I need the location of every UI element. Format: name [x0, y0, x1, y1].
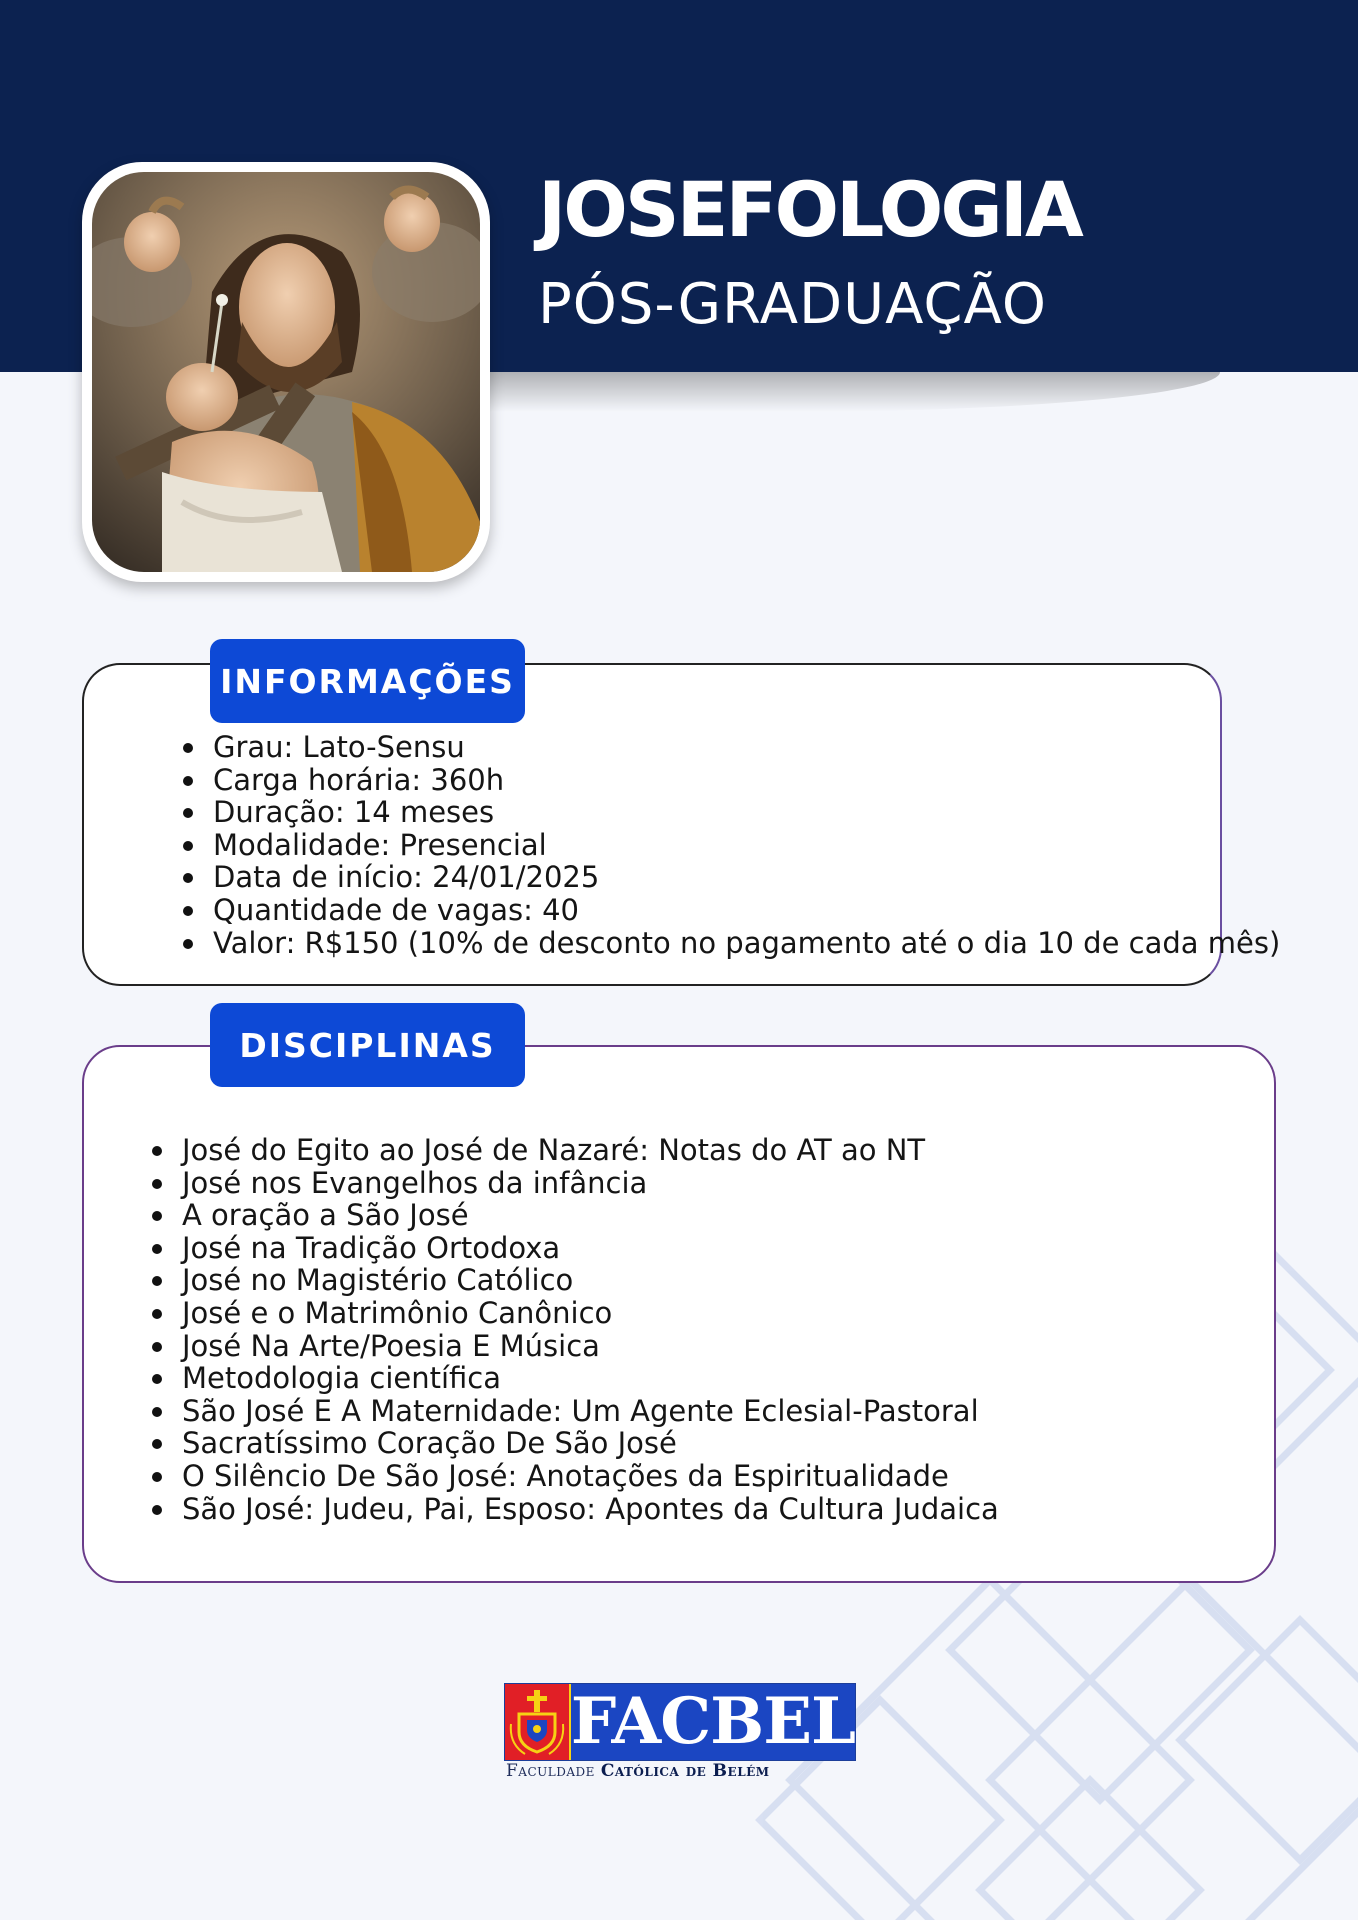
list-item: José nos Evangelhos da infância: [182, 1167, 999, 1200]
bullet-icon: [152, 1472, 162, 1482]
list-item: José e o Matrimônio Canônico: [182, 1297, 999, 1330]
info-list: [213, 731, 1280, 959]
list-item: Quantidade de vagas: 40: [213, 894, 1280, 927]
bullet-icon: [152, 1309, 162, 1319]
disciplines-tab-label: DISCIPLINAS: [210, 1003, 525, 1087]
logo-box: [504, 1683, 856, 1761]
list-item: São José E A Maternidade: Um Agente Eclesial-Pastoral: [182, 1395, 999, 1428]
header-shadow: [480, 372, 1220, 412]
logo-tagline: [506, 1761, 856, 1781]
list-item: José na Tradição Ortodoxa: [182, 1232, 999, 1265]
bullet-icon: [152, 1146, 162, 1156]
list-item: Duração: 14 meses: [213, 796, 1280, 829]
bullet-icon: [183, 743, 193, 753]
painting-image: [92, 172, 480, 572]
list-item: São José: Judeu, Pai, Esposo: Apontes da Cultura Judaica: [182, 1493, 999, 1526]
logo-tagline-start: Faculdade: [506, 1761, 595, 1781]
bullet-icon: [152, 1179, 162, 1189]
bullet-icon: [183, 939, 193, 949]
logo-brand-text: FACBEL: [570, 1684, 855, 1759]
bullet-icon: [152, 1244, 162, 1254]
bullet-icon: [152, 1407, 162, 1417]
disciplines-list: [182, 1134, 999, 1525]
list-item: Carga horária: 360h: [213, 764, 1280, 797]
list-item: José do Egito ao José de Nazaré: Notas do AT ao NT: [182, 1134, 999, 1167]
list-item: A oração a São José: [182, 1199, 999, 1232]
bullet-icon: [152, 1342, 162, 1352]
bullet-icon: [183, 906, 193, 916]
bullet-icon: [183, 776, 193, 786]
list-item: O Silêncio De São José: Anotações da Espiritualidade: [182, 1460, 999, 1493]
crest-icon: [505, 1684, 569, 1760]
list-item: Sacratíssimo Coração De São José: [182, 1427, 999, 1460]
page-title: JOSEFOLOGIA: [538, 165, 1081, 254]
info-tab-label: INFORMAÇÕES: [210, 639, 525, 723]
bullet-icon: [152, 1505, 162, 1515]
facbel-logo: [504, 1683, 854, 1783]
saint-joseph-painting: [92, 172, 480, 572]
painting-frame: [82, 162, 490, 582]
logo-tagline-end: Católica de Belém: [600, 1761, 770, 1781]
list-item: José Na Arte/Poesia E Música: [182, 1330, 999, 1363]
list-item: Valor: R$150 (10% de desconto no pagamento até o dia 10 de cada mês): [213, 927, 1280, 960]
list-item: Modalidade: Presencial: [213, 829, 1280, 862]
page-subtitle: PÓS-GRADUAÇÃO: [538, 272, 1047, 337]
bullet-icon: [183, 841, 193, 851]
list-item: Metodologia científica: [182, 1362, 999, 1395]
list-item: Grau: Lato-Sensu: [213, 731, 1280, 764]
list-item: Data de início: 24/01/2025: [213, 861, 1280, 894]
list-item: José no Magistério Católico: [182, 1264, 999, 1297]
